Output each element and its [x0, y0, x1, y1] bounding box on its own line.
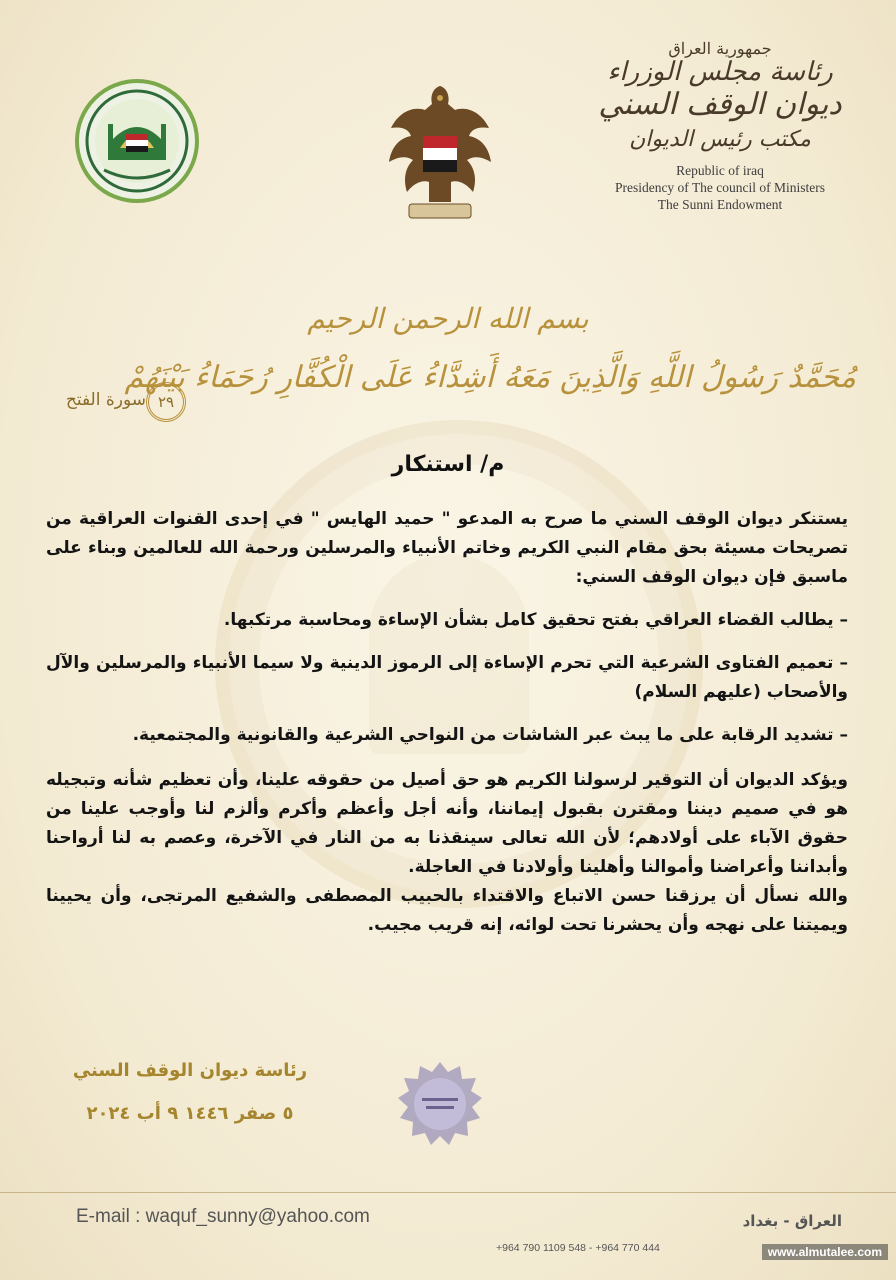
header-arabic-line-1: جمهورية العراق	[668, 39, 772, 58]
iraq-eagle-emblem-icon	[385, 76, 495, 226]
body-bullet-1: – يطالب القضاء العراقي بفتح تحقيق كامل بشأن الإساءة ومحاسبة مرتكبها.	[223, 610, 848, 630]
official-stamp-icon	[396, 1060, 484, 1148]
header-arabic-line-3: ديوان الوقف السني	[598, 87, 842, 123]
footer-email: E-mail : waquf_sunny@yahoo.com	[76, 1206, 370, 1227]
footer-phones: +964 790 1109 548 - +964 770 444	[496, 1242, 660, 1254]
footer-divider	[0, 1192, 896, 1193]
quran-verse: مُحَمَّدٌ رَسُولُ اللَّهِ وَالَّذِينَ مَعَهُ أَشِدَّاءُ عَلَى الْكُفَّارِ رُحَمَاءُ بَيْنَهُمْ	[124, 360, 856, 395]
body-paragraph-2: ويؤكد الديوان أن التوقير لرسولنا الكريم هو حق أصيل من حقوقه علينا، وأن تعظيم شأنه وتبجيله هو في صميم ديننا ومقترن بقبول إيماننا، وأنه أجل وأعظم وأكرم وألزم لنا وأوجب علينا من حقوق الآباء على أولادهم؛ لأن الله تعالى سينقذنا به من النار في الآخرة، وعصم به لنا أرواحنا وأبداننا وأعراضنا وأموالنا وأهلينا وأولادنا في العاجلة.	[46, 770, 848, 877]
header-arabic-line-2: رئاسة مجلس الوزراء	[607, 57, 833, 88]
sunni-endowment-logo-icon	[74, 78, 200, 204]
footer-city: العراق - بغداد	[742, 1212, 842, 1230]
body-bullet-2: – تعميم الفتاوى الشرعية التي تحرم الإساءة إلى الرموز الدينية ولا سيما الأنبياء والمرسلين والآل والأصحاب (عليهم السلام)	[46, 653, 848, 702]
body-bullet-3: – تشديد الرقابة على ما يبث عبر الشاشات من النواحي الشرعية والقانونية والمجتمعية.	[132, 725, 848, 745]
basmala: بسم الله الرحمن الرحيم	[307, 302, 589, 335]
header-english-line-2: Presidency of The council of Ministers	[614, 180, 826, 196]
surah-name: سورة الفتح	[65, 390, 146, 410]
verse-number-badge: ٢٩	[146, 382, 186, 422]
letter-body	[46, 505, 848, 940]
header-ministry-block	[590, 40, 850, 213]
signature-name: رئاسة ديوان الوقف السني	[72, 1060, 308, 1081]
header-english-line-1: Republic of iraq	[676, 163, 764, 179]
letter-subject-title: م/ استنكار	[391, 452, 505, 477]
body-intro-paragraph: يستنكر ديوان الوقف السني ما صرح به المدعو " حميد الهايس " في إحدى القنوات العراقية من تصريحات مسيئة بحق مقام النبي الكريم وخاتم الأنبياء والمرسلين ورحمة الله للعالمين وبناء على ماسبق فإن ديوان الوقف السني:	[46, 509, 848, 587]
website-watermark: www.almutalee.com	[762, 1244, 888, 1260]
body-paragraph-3: والله نسأل أن يرزقنا حسن الاتباع والاقتداء بالحبيب المصطفى والشفيع المرتجى، وأن يحيينا ويميتنا على نهجه وأن يحشرنا تحت لوائه، إنه قريب مجيب.	[46, 886, 848, 935]
header-arabic-line-4: مكتب رئيس الديوان	[629, 126, 811, 152]
header-english-line-3: The Sunni Endowment	[657, 197, 783, 213]
signature-date: ٥ صفر ١٤٤٦ ٩ أب ٢٠٢٤	[86, 1103, 294, 1124]
